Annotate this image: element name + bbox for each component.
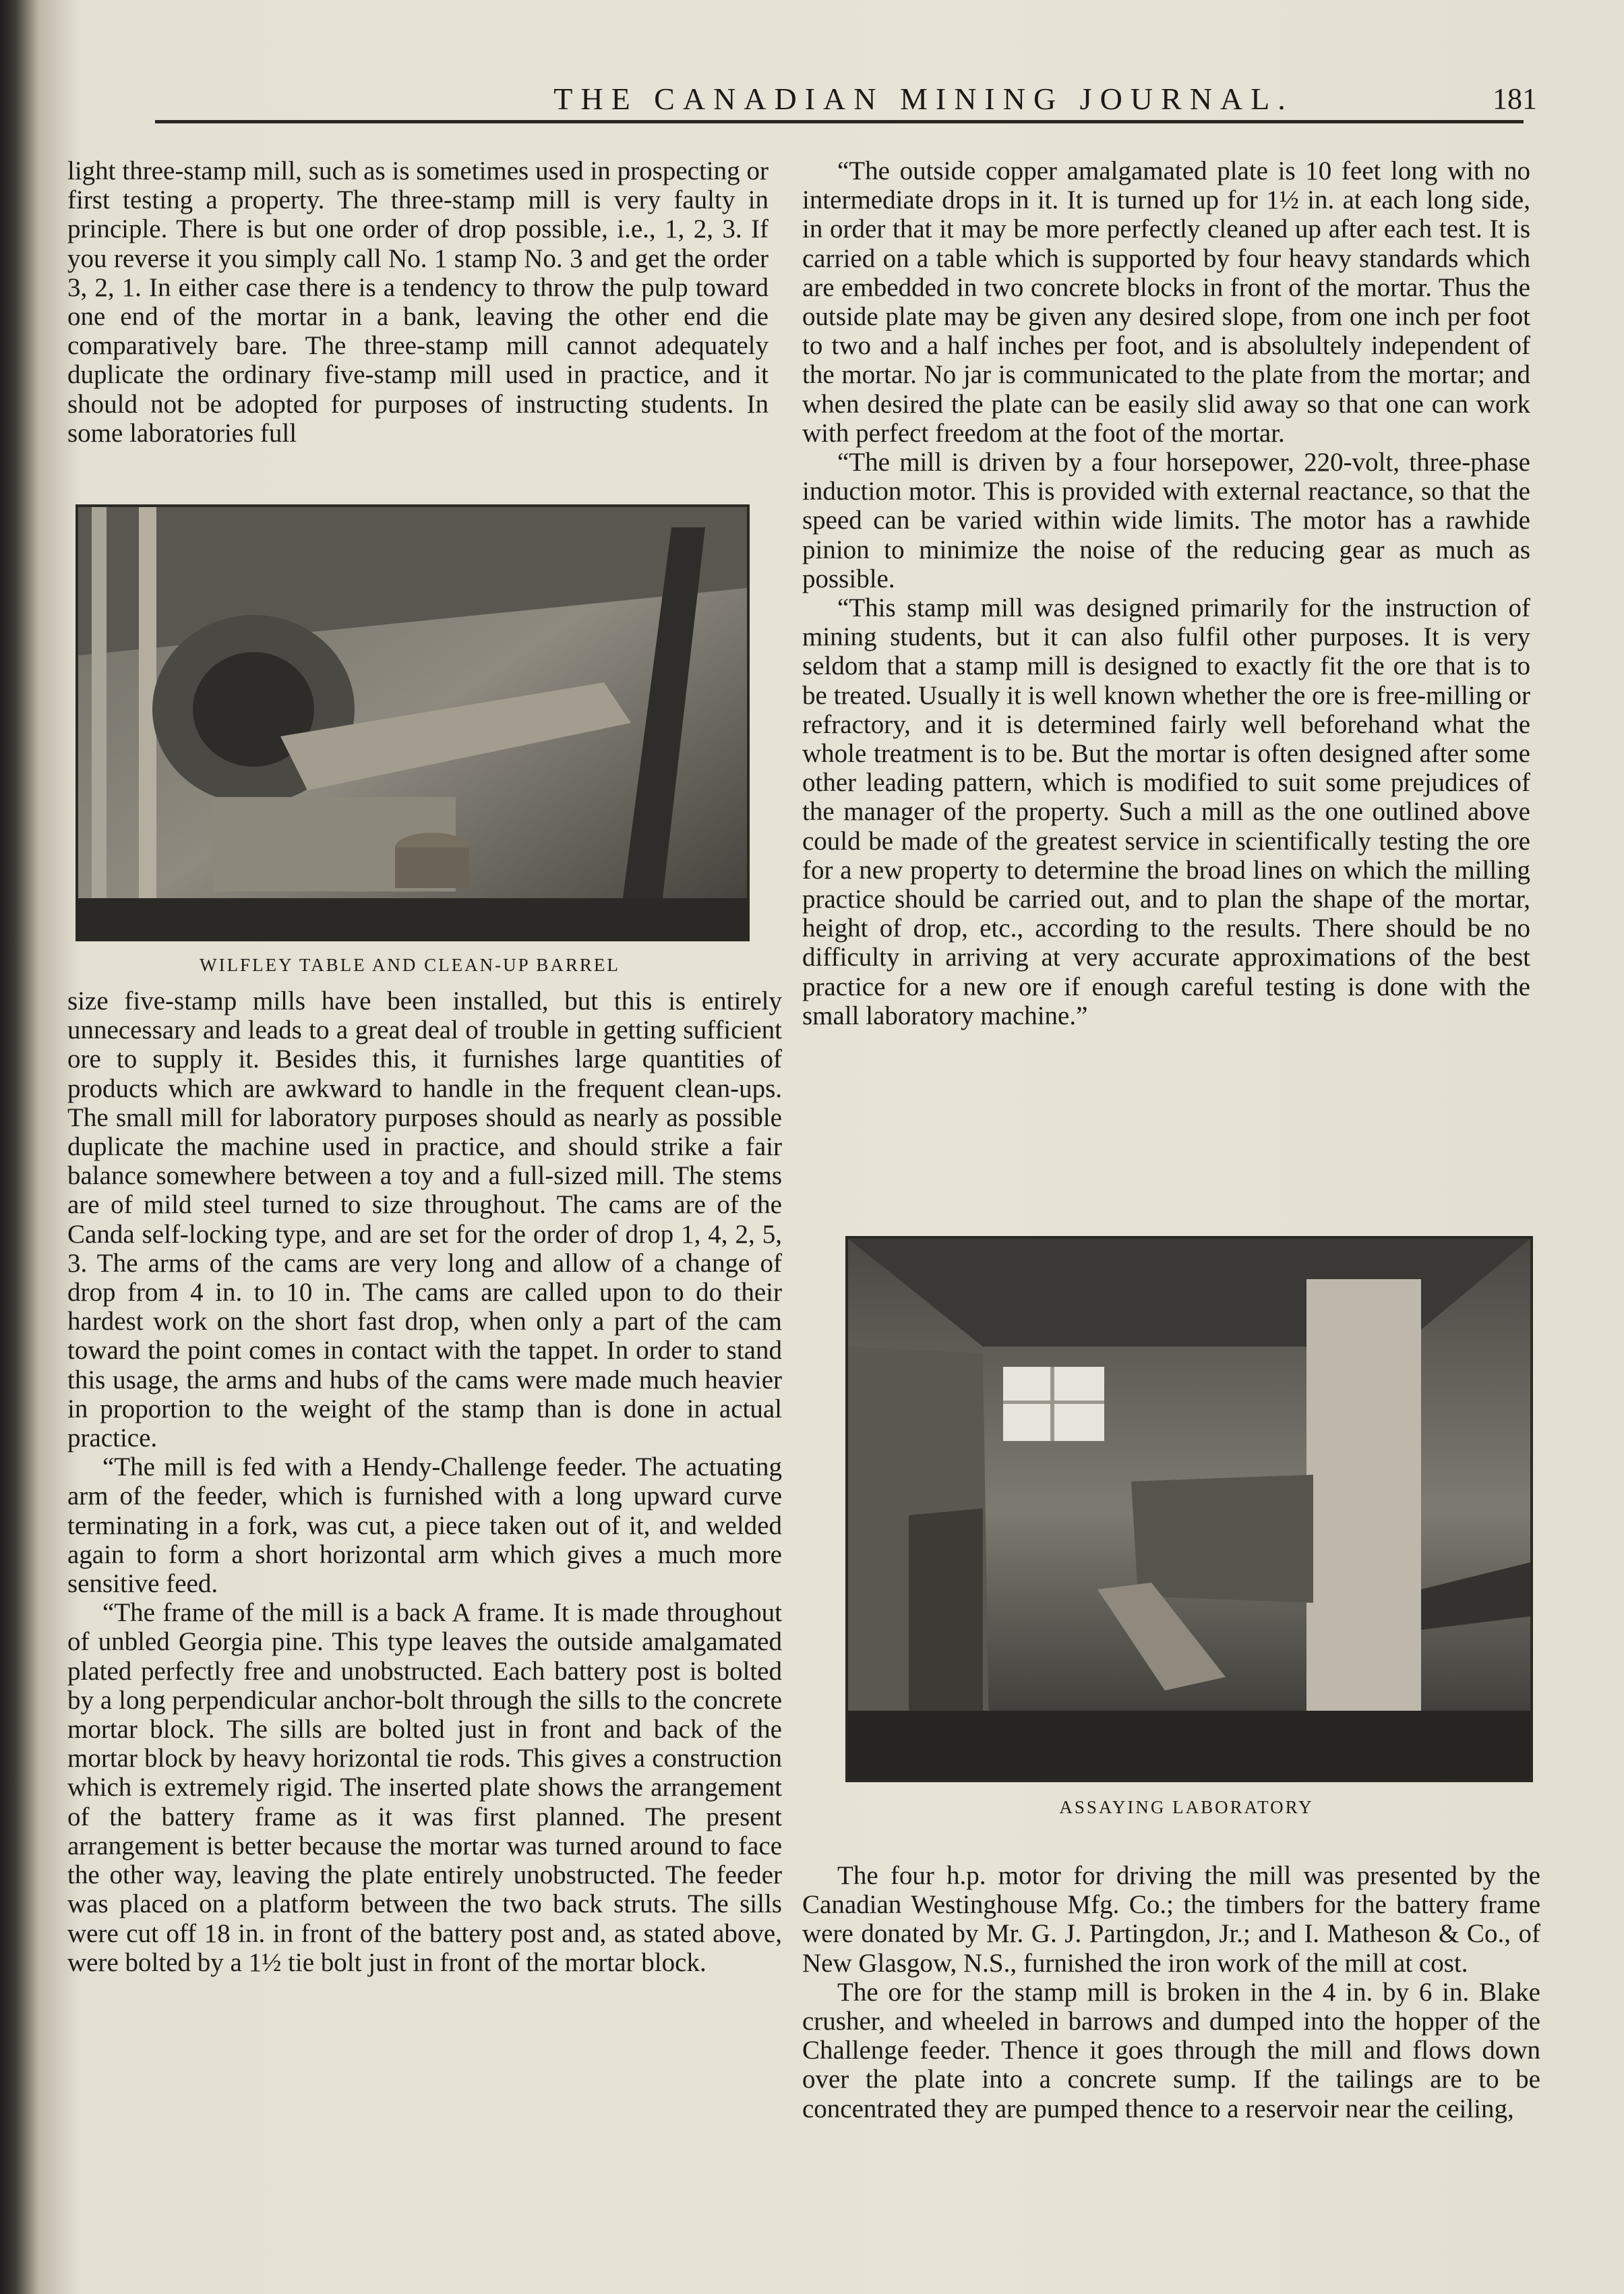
assaying-laboratory-photo <box>845 1236 1533 1782</box>
right-paragraph-2: “The mill is driven by a four horsepower, 220-volt, three-phase induction motor. This is provided with external reactance, so that the speed can be varied within wide limits. The motor has a rawhide pinion to minimize the noise of the reducing gear as much as possible. <box>802 448 1530 593</box>
header-rule <box>155 120 1524 123</box>
right-column-body <box>802 156 1530 1208</box>
wilfley-table-caption: WILFLEY TABLE AND CLEAN-UP BARREL <box>200 955 620 975</box>
left-paragraph-2: “The mill is fed with a Hendy-Challenge feeder. The actuating arm of the feeder, which is furnished with a long upward curve terminating in a fork, was cut, a piece taken out of it, and welded again to form a short horizontal arm which gives a much more sensitive feed. <box>67 1452 782 1599</box>
right-paragraph-1: “The outside copper amalgamated plate is 10 feet long with no intermediate drops in it. It is turned up for 1½ in. at each long side, in order that it may be more perfectly cleaned up after each test. It is carried on a table which is supported by four heavy standards which are embedded in two concrete blocks in front of the mortar. Thus the outside plate may be given any desired slope, from one inch per foot to two and a half inches per foot, and is absolultely independent of the mortar. No jar is communicated to the plate from the mortar; and when desired the plate can be easily slid away so that one can work with perfect freedom at the foot of the mortar. <box>802 156 1530 448</box>
right-bottom-paragraph-2: The ore for the stamp mill is broken in the 4 in. by 6 in. Blake crusher, and wheeled in barrows and dumped into the hopper of the Challenge feeder. Thence it goes through the mill and flows down over the plate into a concrete sump. If the tailings are to be concentrated they are pumped thence to a reservoir near the ceiling, <box>802 1977 1540 2123</box>
right-column-bottom <box>802 1861 1540 2212</box>
right-bottom-paragraph-1: The four h.p. motor for driving the mill was presented by the Canadian Westinghouse Mfg. Co.; the timbers for the battery frame were donated by Mr. G. J. Partingdon, Jr.; and I. Matheson & Co., of New Glasgow, N.S., furnished the iron work of the mill at cost. <box>802 1861 1540 1978</box>
assaying-laboratory-caption: ASSAYING LABORATORY <box>1059 1797 1314 1817</box>
left-paragraph-3: “The frame of the mill is a back A frame. It is made throughout of unbled Georgia pine. This type leaves the outside amalgamated plated perfectly free and unobstructed. Each battery post is bolted by a long perpendicular anchor-bolt through the sills to the concrete mortar block. The sills are bolted just in front and back of the mortar block by heavy horizontal tie rods. This gives a construction which is extremely rigid. The inserted plate shows the arrangement of the battery frame as it was first planned. The present arrangement is better because the mortar was turned around to face the other way, leaving the plate entirely unobstructed. The feeder was placed on a platform between the two back struts. The sills were cut off 18 in. in front of the battery post and, as stated above, were bolted by a 1½ tie bolt just in front of the mortar block. <box>67 1598 782 1977</box>
left-paragraph-1: size five-stamp mills have been installed, but this is entirely unnecessary and leads to a great deal of trouble in getting sufficient ore to supply it. Besides this, it furnishes large quantities of products which are awkward to handle in the frequent clean-ups. The small mill for laboratory purposes should as nearly as possible duplicate the machine used in practice, and should strike a fair balance somewhere between a toy and a full-sized mill. The stems are of mild steel turned to size throughout. The cams are of the Canda self-locking type, and are set for the order of drop 1, 4, 2, 5, 3. The arms of the cams are very long and allow of a change of drop from 4 in. to 10 in. The cams are called upon to do their hardest work on the short fast drop, when only a part of the cam toward the point comes in contact with the tappet. In order to stand this usage, the arms and hubs of the cams were made much heavier in proportion to the weight of the stamp than is done in actual practice. <box>67 987 782 1453</box>
left-top-paragraph: light three-stamp mill, such as is sometimes used in prospecting or first testing a property. The three-stamp mill is very faulty in principle. There is but one order of drop possible, i.e., 1, 2, 3. If you reverse it you simply call No. 1 stamp No. 3 and get the order 3, 2, 1. In either case there is a tendency to throw the pulp toward one end of the mortar in a bank, leaving the other end die comparatively bare. The three-stamp mill cannot adequately duplicate the ordinary five-stamp mill used in practice, and it should not be adopted for purposes of instructing students. In some laboratories full <box>67 156 769 448</box>
left-column-top-text <box>67 156 769 487</box>
left-column-body <box>67 987 782 2187</box>
wilfley-table-photo <box>76 504 750 941</box>
journal-title: THE CANADIAN MINING JOURNAL. <box>553 82 1294 116</box>
page-number: 181 <box>1493 82 1537 115</box>
right-paragraph-3: “This stamp mill was designed primarily for the instruction of mining students, but it can also fulfil other purposes. It is very seldom that a stamp mill is designed to exactly fit the ore that is to be treated. Usually it is well known whether the ore is free-milling or refractory, and it is determined fairly well beforehand what the whole treatment is to be. But the mortar is often designed after some other leading pattern, which is modified to suit some prejudices of the manager of the property. Such a mill as the one outlined above could be made of the greatest service in scientifically testing the ore for a new property to determine the broad lines on which the milling practice should be carried out, and to plan the shape of the mortar, height of drop, etc., according to the results. There should be no difficulty in arriving at very accurate approximations of the best practice for a new ore if enough careful testing is done with the small laboratory machine.” <box>802 593 1530 1030</box>
